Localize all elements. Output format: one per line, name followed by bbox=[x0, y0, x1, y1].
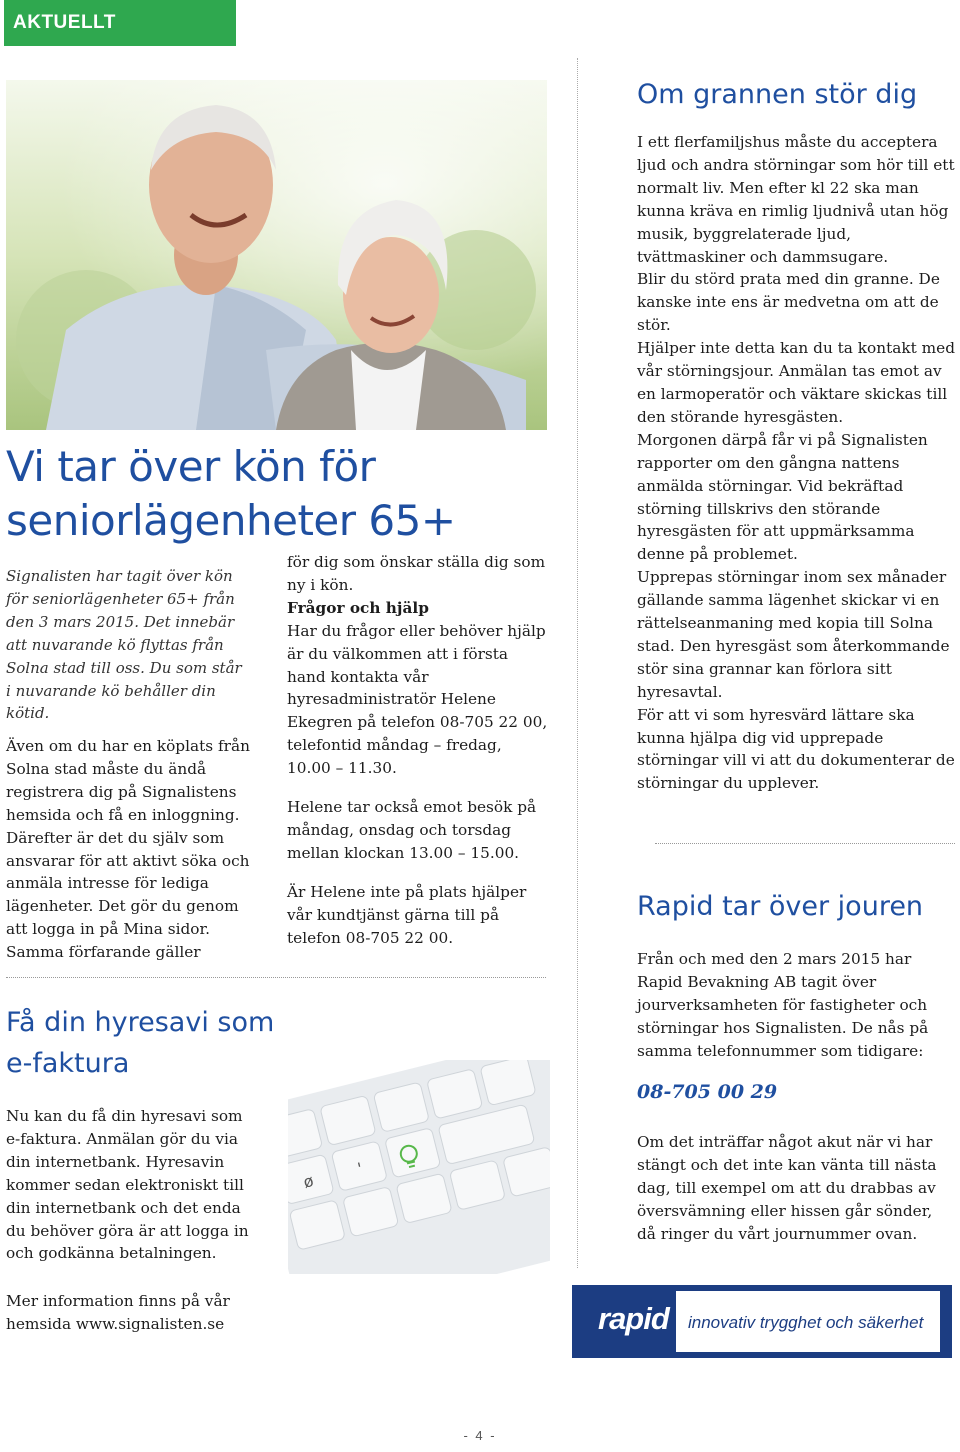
efaktura-title-line1: Få din hyresavi som bbox=[6, 1007, 275, 1038]
rapid-logo bbox=[572, 1285, 952, 1358]
keyboard-photo bbox=[288, 1060, 550, 1274]
neighbor-p2: Blir du störd prata med din granne. De kanske inte ens är medvetna om att de stör. bbox=[637, 270, 940, 335]
senior-couple-photo bbox=[6, 80, 547, 430]
neighbor-body bbox=[637, 131, 955, 795]
rapid-body-2: Om det inträffar något akut när vi har stängt och det inte kan vänta till nästa dag, till exempel om att du drabbas av översvämning eller hissen går sönder, då ringer du vårt journummer ovan. bbox=[637, 1133, 937, 1243]
efaktura-body: Nu kan du få din hyresavi som e-faktura. Anmälan gör du via din internetbank. Hyresavin kommer sedan elektroniskt till din internetbank och det enda du behöver göra är att logga in och godkänna betalningen. bbox=[6, 1107, 249, 1263]
article-intro: Signalisten har tagit över kön för seniorlägenheter 65+ från den 3 mars 2015. Det innebär att nuvarande kö flyttas från Solna stad till oss. Du som står i nuvarande kö behåller din kötid. bbox=[6, 567, 242, 723]
neighbor-p1: I ett flerfamiljshus måste du acceptera ljud och andra störningar som hör till ett normalt liv. Men efter kl 22 ska man kunna kräva en rimlig ljudnivå utan hög musik, byggrelaterade ljud, tvättmaskiner och dammsugare. bbox=[637, 133, 955, 266]
efaktura-title-line2: e-faktura bbox=[6, 1048, 130, 1079]
article-body-col1: Även om du har en köplats från Solna stad måste du ändå registrera dig på Signalistens hemsida och få en inloggning. Därefter är det du själv som ansvarar för att aktivt söka och anmäla intresse för lediga lägenheter. Det gör du genom att logga in på Mina sidor. Samma förfarande gäller bbox=[6, 737, 250, 962]
rapid-title: Rapid tar över jouren bbox=[637, 891, 924, 922]
svg-text:ø: ø bbox=[301, 1170, 316, 1192]
neighbor-p5: Upprepas störningar inom sex månader gällande samma lägenhet skickar vi en rättelseanmaning med kopia till Solna stad. Den hyresgäst som återkommande stör sina grannar kan förlora sitt hyresavtal. bbox=[637, 568, 950, 701]
page-number: - 4 - bbox=[463, 1428, 497, 1443]
neighbor-title: Om grannen stör dig bbox=[637, 79, 918, 110]
section-divider bbox=[6, 977, 546, 978]
article-subhead: Frågor och hjälp bbox=[287, 598, 429, 617]
article-body-col2-p3: Helene tar också emot besök på måndag, onsdag och torsdag mellan klockan 13.00 – 15.00. bbox=[287, 798, 537, 862]
article-body-col2-p1: för dig som önskar ställa dig som ny i kön. bbox=[287, 553, 546, 594]
article-col2 bbox=[287, 551, 549, 950]
article-body-col2-p2: Har du frågor eller behöver hjälp är du välkommen att i första hand kontakta vår hyresadministratör Helene Ekegren på telefon 08-705 22 00, telefontid måndag – fredag, 10.00 – 11.30. bbox=[287, 621, 548, 778]
column-divider bbox=[577, 58, 578, 1268]
efaktura-more-info: Mer information finns på vår hemsida www.signalisten.se bbox=[6, 1292, 230, 1333]
neighbor-p4: Morgonen därpå får vi på Signalisten rapporter om den gångna nattens anmälda störningar. Vid bekräftad störning tillskrivs den störande hyresgästen för att uppmärksamma denne på problemet. bbox=[637, 430, 928, 564]
rapid-body: Från och med den 2 mars 2015 har Rapid Bevakning AB tagit över jourverksamheten för fastigheter och störningar hos Signalisten. De nås på samma telefonnummer som tidigare: bbox=[637, 950, 929, 1060]
section-tag: AKTUELLT bbox=[4, 0, 236, 46]
efaktura-title bbox=[6, 1002, 274, 1084]
rapid-logo-word: rapid bbox=[598, 1301, 669, 1336]
rapid-logo-tagline: innovativ trygghet och säkerhet bbox=[688, 1313, 924, 1332]
svg-text:': ' bbox=[355, 1158, 365, 1179]
article-title: Vi tar över kön för seniorlägenheter 65+ bbox=[6, 442, 456, 545]
neighbor-p3: Hjälper inte detta kan du ta kontakt med vår störningsjour. Anmälan tas emot av en larmoperatör och väktare skickas till den störande hyresgästen. bbox=[637, 339, 956, 426]
right-divider bbox=[655, 843, 955, 844]
neighbor-p6: För att vi som hyresvärd lättare ska kunna hjälpa dig vid upprepade störningar vill vi att du dokumenterar de störningar du upplever. bbox=[637, 705, 955, 793]
rapid-phone: 08-705 00 29 bbox=[637, 1081, 778, 1103]
article-body-col2-p4: Är Helene inte på plats hjälper vår kundtjänst gärna till på telefon 08-705 22 00. bbox=[287, 882, 527, 947]
